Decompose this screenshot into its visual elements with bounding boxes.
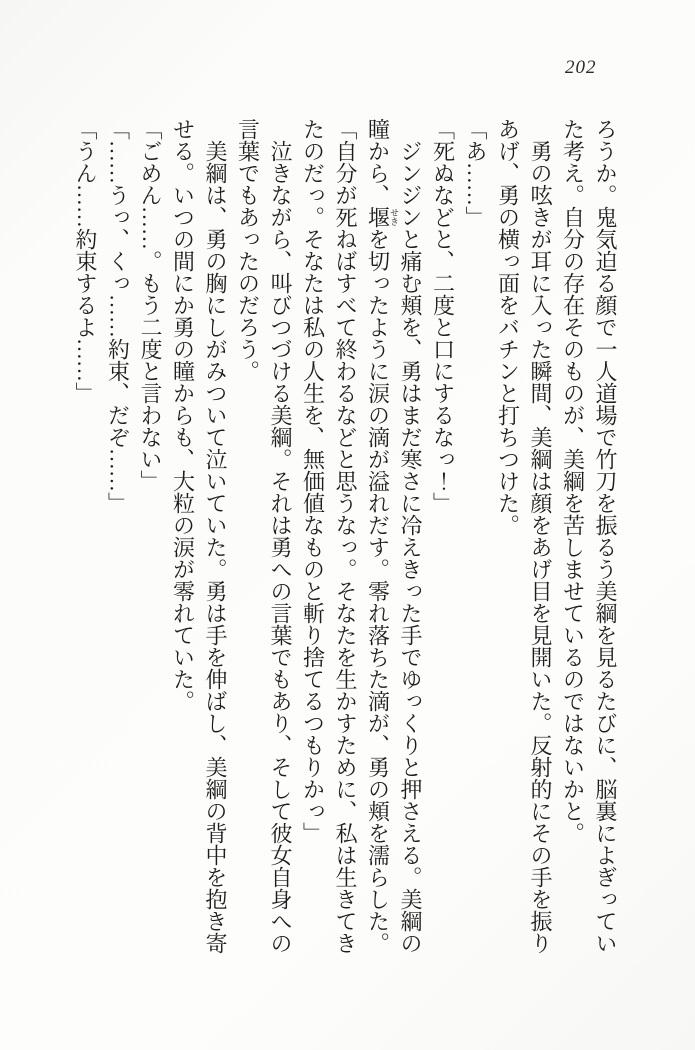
paragraph: 美綱は、勇の胸にしがみついて泣いていた。勇は手を伸ばし、美綱の背中を抱き寄せる。いつの間にか勇の瞳からも、大粒の涙が零れていた。 [170, 118, 228, 954]
paragraph: 「あ……」 [463, 118, 488, 228]
paragraph: 勇の呟きが耳に入った瞬間、美綱は顔をあげ目を見開いた。反射的にその手を振りあげ、勇の横っ面をバチンと打ちつけた。 [495, 118, 553, 954]
page-number: 202 [565, 57, 597, 78]
paragraph: ろうか。鬼気迫る顔で一人道場で竹刀を振るう美綱を見るたびに、脳裏によぎっていた考え。自分の存在そのものが、美綱を苦しませているのではないかと。 [560, 118, 618, 954]
ruby-annotated-kanji: 堰せき [365, 206, 399, 228]
paragraph: 「……うっ、くっ……約束、だぞ……」 [105, 118, 131, 514]
paragraph: 「死ぬなどと、二度と口にするなっ！」 [430, 118, 456, 514]
paragraph: 「うん……約束するよ……」 [73, 118, 98, 404]
paragraph: 「ごめん……。もう二度と言わない」 [138, 118, 163, 492]
paragraph: ジンジンと痛む頬を、勇はまだ寒さに冷えきった手でゆっくりと押さえる。美綱の瞳から、堰せきを切ったように涙の滴が溢れだす。零れ落ちた滴が、勇の頬を濡らした。 [365, 118, 423, 954]
text-block [69, 118, 622, 954]
paragraph: 「自分が死ねばすべて終わるなどと思うなっ。そなたを生かすために、私は生きてきたのだっ。そなたは私の人生を、無価値なものと斬り捨てるつもりかっ」 [300, 118, 358, 954]
paragraph: 泣きながら、叫びつづける美綱。それは勇への言葉でもあり、そして彼女自身への言葉でもあったのだろう。 [235, 118, 293, 954]
